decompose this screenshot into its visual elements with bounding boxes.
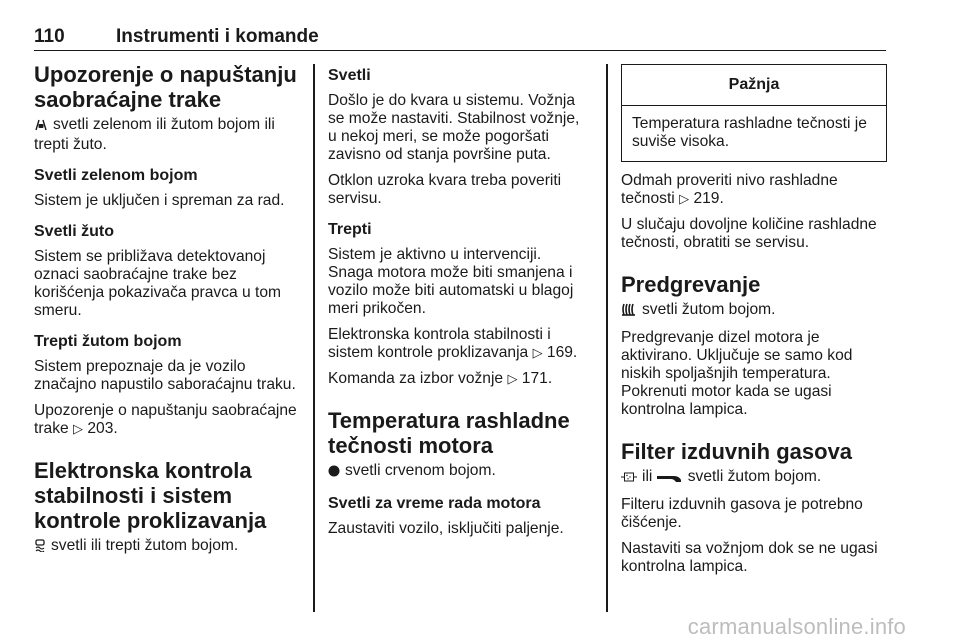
paragraph: svetli crvenom bojom. [328,462,590,482]
exhaust-icon [657,470,683,488]
paragraph: svetli zelenom ili žutom bojom ili trepti žuto. [34,116,275,153]
column-divider [313,64,315,612]
xref-arrow-icon: ▷ [507,371,518,386]
xref-arrow-icon: ▷ [73,421,84,436]
paragraph: svetli žutom bojom. [621,301,887,321]
cross-reference[interactable]: Upozorenje o napuštanju saobraćajne trake ▷ 203. [34,402,297,437]
paragraph: svetli ili trepti žutom bojom. [34,537,300,557]
subheading: Svetli žuto [34,223,115,240]
cross-reference[interactable]: Elektronska kontrola stabilnosti i sistem kontrole proklizavanja ▷ 169. [328,326,578,361]
section-title: Elektronska kontrola stabilnosti i sistem kontrole proklizavanja [34,458,267,533]
paragraph: U slučaju dovoljne količine rashladne tečnosti, obratiti se servisu. [621,216,877,251]
paragraph: Sistem je aktivno u intervenciji. Snaga motora može biti smanjena i vozilo može biti automatski u blagoj meri prikočen. [328,246,574,317]
section-title: Temperatura rashladne tečnosti motora [328,408,570,458]
xref-page: 169. [546,344,578,361]
glow-plug-icon [621,303,637,321]
section-title: Filter izduvnih gasova [621,439,853,464]
xref-page: 203. [87,420,118,437]
stability-control-icon [34,539,46,557]
caution-text: Temperatura rashladne tečnosti je suviše visoka. [632,115,867,150]
caution-box [621,64,887,162]
xref-page: 219. [693,190,724,207]
particulate-filter-icon [621,470,637,488]
paragraph: Filteru izduvnih gasova je potrebno čišćenje. [621,496,863,531]
paragraph: Sistem je uključen i spreman za rad. [34,192,285,209]
watermark: carmanualsonline.info [687,614,906,639]
subheading: Svetli [328,67,371,84]
lane-departure-icon [34,118,48,136]
column-middle [328,62,590,546]
column-divider [606,64,608,612]
paragraph: ili svetli žutom bojom. [621,468,887,488]
section-title: Predgrevanje [621,272,761,297]
subheading: Svetli zelenom bojom [34,167,198,184]
xref-arrow-icon: ▷ [532,345,543,360]
xref-page: 171. [521,370,553,387]
paragraph: Otklon uzroka kvara treba poveriti servisu. [328,172,562,207]
subheading: Trepti [328,221,372,238]
subheading: Svetli za vreme rada motora [328,495,541,512]
subheading: Trepti žutom bojom [34,333,182,350]
running-title: Instrumenti i komande [116,26,319,47]
page-number: 110 [34,26,65,47]
xref-arrow-icon: ▷ [679,191,690,206]
column-right [621,62,887,584]
filled-circle-icon [328,464,340,482]
paragraph: Predgrevanje dizel motora je aktivirano. Uključuje se samo kod niskih spoljašnjih temperatura. Pokrenuti motor kada se ugasi kontrolna lampica. [621,329,853,418]
paragraph: Nastaviti sa vožnjom dok se ne ugasi kontrolna lampica. [621,540,878,575]
paragraph: Sistem se približava detektovanoj oznaci saobraćajne trake bez korišćenja pokazivača pravca u tom smeru. [34,248,282,319]
paragraph: Zaustaviti vozilo, isključiti paljenje. [328,520,564,537]
cross-reference[interactable]: Komanda za izbor vožnje ▷ 171. [328,370,553,387]
paragraph: Došlo je do kvara u sistemu. Vožnja se može nastaviti. Stabilnost vožnje, u nekoj meri, se može pogoršati zavisno od stanja površine puta. [328,92,580,163]
page-header [34,20,886,51]
column-left [34,62,300,565]
paragraph: Sistem prepoznaje da je vozilo značajno napustilo saborаćajnu traku. [34,358,296,393]
cross-reference[interactable]: Odmah proveriti nivo rashladne tečnosti ▷ 219. [621,172,838,207]
section-title: Upozorenje o napuštanju saobraćajne trake [34,62,297,112]
caution-title: Pažnja [622,65,886,106]
